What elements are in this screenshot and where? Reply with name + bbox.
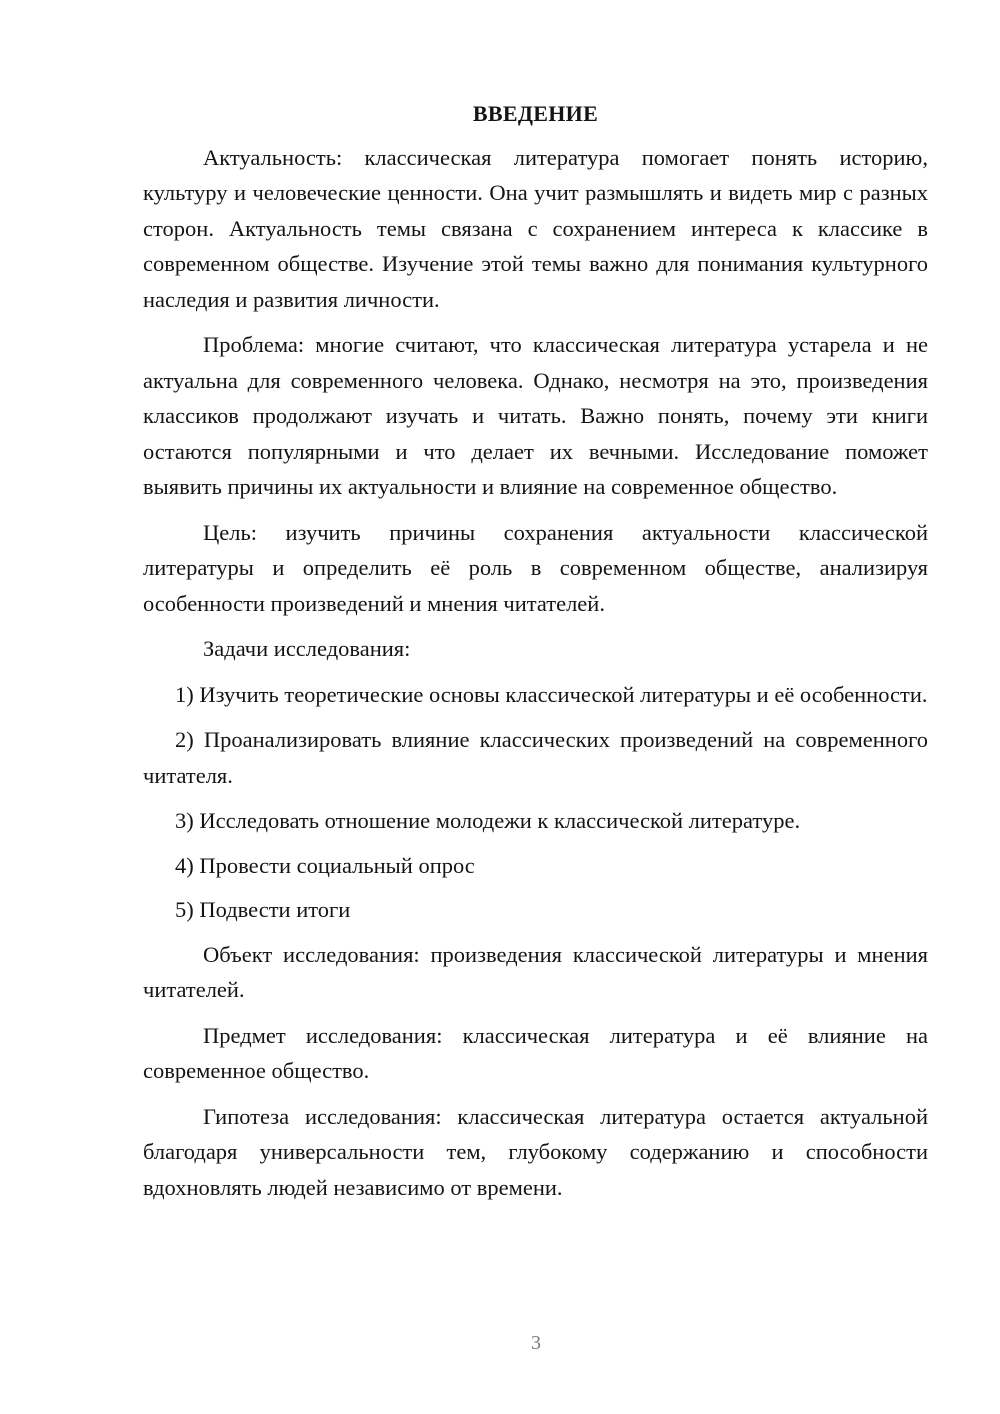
object-paragraph: Объект исследования: произведения классической литературы и мнения читателей.: [143, 941, 928, 1002]
relevance-paragraph: Актуальность: классическая литература помогает понять историю, культуру и человеческие ценности. Она учит размышлять и видеть мир с разных сторон. Актуальность темы связана с сохранением интереса к классике в современном обществе. Изучение этой темы важно для понимания культурного наследия и развития личности.: [143, 144, 928, 312]
tasks-heading: Задачи исследования:: [203, 636, 411, 661]
tasks-list: [143, 677, 928, 928]
list-item: 5) Подвести итоги: [175, 897, 351, 922]
subject-paragraph: Предмет исследования: классическая литература и её влияние на современное общество.: [143, 1022, 928, 1083]
goal-paragraph: Цель: изучить причины сохранения актуальности классической литературы и определить её роль в современном обществе, анализируя особенности произведений и мнения читателей.: [143, 519, 928, 616]
list-item: 4) Провести социальный опрос: [175, 852, 475, 878]
list-item: 1) Изучить теоретические основы классической литературы и её особенности.: [175, 681, 928, 707]
page-title: ВВЕДЕНИЕ: [472, 101, 599, 126]
problem-paragraph: Проблема: многие считают, что классическая литература устарела и не актуальна для современного человека. Однако, несмотря на это, произведения классиков продолжают изучать и читать. Важно понять, почему эти книги остаются популярными и что делает их вечными. Исследование поможет выявить причины их актуальности и влияние на современное общество.: [143, 332, 928, 499]
page-content: [143, 96, 928, 1215]
list-item: 3) Исследовать отношение молодежи к классической литературе.: [175, 808, 801, 833]
page-number: 3: [531, 1332, 541, 1354]
list-item: 2) Проанализировать влияние классических произведений на современного читателя.: [143, 727, 928, 788]
hypothesis-paragraph: Гипотеза исследования: классическая литература остается актуальной благодаря универсальности тем, глубокому содержанию и способности вдохновлять людей независимо от времени.: [143, 1103, 928, 1200]
